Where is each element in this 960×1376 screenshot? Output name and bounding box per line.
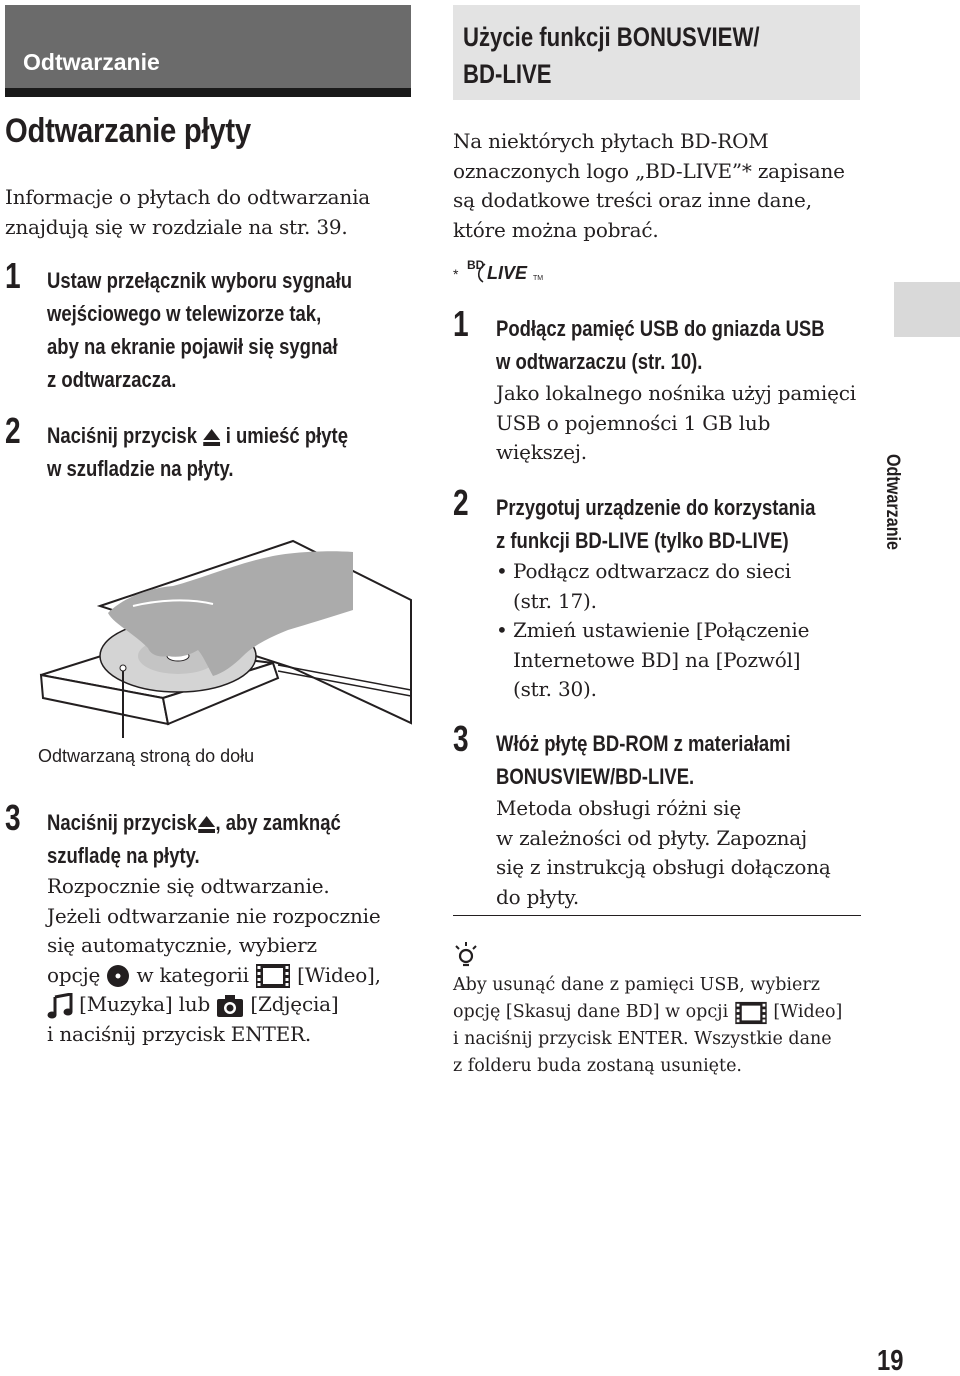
bullet-line: (str. 30). bbox=[513, 677, 597, 701]
logo-asterisk: * bbox=[453, 266, 459, 282]
disc-tray-illustration bbox=[38, 538, 413, 738]
right-step-1-body bbox=[496, 379, 856, 468]
right-intro bbox=[453, 127, 845, 245]
intro-line: Na niektórych płytach BD-ROM bbox=[453, 129, 769, 153]
step-line: aby na ekranie pojawił się sygnał bbox=[47, 334, 338, 359]
step-text-part: , aby zamknąć bbox=[215, 810, 341, 835]
illustration-caption: Odtwarzaną stroną do dołu bbox=[38, 746, 255, 766]
step-line: w szufladzie na płyty. bbox=[47, 456, 234, 481]
body-text-part: w kategorii bbox=[136, 962, 249, 987]
section-tab-label: Odtwarzanie bbox=[23, 49, 160, 75]
section-header bbox=[453, 5, 860, 100]
step-3-text bbox=[47, 806, 341, 872]
body-line: Rozpocznie się odtwarzanie. bbox=[47, 874, 330, 898]
step-number: 3 bbox=[453, 718, 469, 759]
tip-line: i naciśnij przycisk ENTER. Wszystkie dane bbox=[453, 1029, 832, 1049]
step-text-part: Naciśnij przycisk bbox=[47, 810, 197, 835]
step-line: w odtwarzaczu (str. 10). bbox=[496, 349, 703, 374]
tip-line: z folderu buda zostaną usunięte. bbox=[453, 1056, 742, 1076]
intro-line: Informacje o płytach do odtwarzania bbox=[5, 185, 371, 209]
section-header-line: Użycie funkcji BONUSVIEW/ bbox=[463, 22, 760, 52]
tip-text-part: opcję [Skasuj dane BD] w opcji bbox=[453, 1002, 729, 1022]
step-number: 3 bbox=[5, 797, 21, 838]
body-line: i naciśnij przycisk ENTER. bbox=[47, 1021, 312, 1046]
video-icon bbox=[255, 963, 291, 989]
bullet-line: (str. 17). bbox=[513, 588, 597, 613]
logo-live: LIVE bbox=[487, 263, 528, 283]
body-line: w zależności od płyty. Zapoznaj bbox=[496, 825, 808, 850]
lightbulb-tip-icon bbox=[453, 940, 479, 970]
right-step-1-title bbox=[496, 312, 825, 378]
body-line bbox=[47, 990, 381, 1020]
step-line bbox=[47, 419, 348, 452]
eject-icon bbox=[202, 427, 220, 447]
step-3-body bbox=[47, 872, 381, 1049]
step-text-part: Naciśnij przycisk bbox=[47, 423, 197, 448]
divider bbox=[453, 915, 861, 916]
step-line: Podłącz pamięć USB do gniazda USB bbox=[496, 316, 825, 341]
step-1-text bbox=[47, 264, 352, 396]
step-line: z odtwarzacza. bbox=[47, 367, 177, 392]
body-text-part: [Wideo], bbox=[297, 962, 381, 987]
bullet-line: Podłącz odtwarzacz do sieci bbox=[513, 559, 791, 583]
bullet-line: Zmień ustawienie [Połączenie bbox=[513, 618, 810, 642]
tip-text-part: [Wideo] bbox=[773, 1002, 843, 1022]
step-line: Przygotuj urządzenie do korzystania bbox=[496, 495, 816, 520]
intro-line: oznaczonych logo „BD-LIVE”* zapisane bbox=[453, 158, 845, 183]
page-title: Odtwarzanie płyty bbox=[5, 112, 251, 150]
body-line: się automatycznie, wybierz bbox=[47, 933, 317, 957]
step-number: 1 bbox=[5, 255, 21, 296]
step-number: 2 bbox=[453, 482, 469, 523]
step-line: szufladę na płyty. bbox=[47, 843, 200, 868]
bullet-item bbox=[496, 616, 809, 705]
bullet-line: Internetowe BD] na [Pozwól] bbox=[513, 647, 801, 672]
step-line: BONUSVIEW/BD-LIVE. bbox=[496, 764, 695, 789]
step-number: 2 bbox=[5, 410, 21, 451]
eject-icon bbox=[197, 814, 215, 834]
page-number: 19 bbox=[877, 1345, 904, 1376]
step-line: Włóż płytę BD-ROM z materiałami bbox=[496, 731, 791, 756]
bullet-dot: • bbox=[496, 618, 508, 642]
camera-icon bbox=[216, 994, 244, 1018]
step-line bbox=[47, 806, 341, 839]
tip-line: Aby usunąć dane z pamięci USB, wybierz bbox=[453, 975, 820, 995]
intro-line: są dodatkowe treści oraz inne dane, bbox=[453, 188, 812, 212]
step-text-part: i umieść płytę bbox=[225, 423, 348, 448]
right-step-3-body bbox=[496, 794, 831, 912]
body-line: większej. bbox=[496, 440, 587, 464]
step-line: z funkcji BD-LIVE (tylko BD-LIVE) bbox=[496, 528, 789, 553]
body-text-part: [Muzyka] lub bbox=[79, 992, 211, 1016]
bd-live-logo bbox=[453, 258, 573, 288]
body-text-part: opcję bbox=[47, 962, 101, 987]
video-icon bbox=[734, 1001, 768, 1025]
logo-bd: BD bbox=[467, 258, 485, 272]
intro-text bbox=[5, 183, 370, 242]
right-step-3-title bbox=[496, 727, 791, 793]
right-step-2-bullets bbox=[496, 557, 809, 705]
tip-line bbox=[453, 999, 842, 1026]
intro-line: które można pobrać. bbox=[453, 217, 659, 242]
section-tab bbox=[5, 5, 411, 97]
side-tab bbox=[894, 282, 960, 337]
body-line bbox=[47, 961, 381, 991]
tip-text bbox=[453, 972, 842, 1080]
step-line: wejściowego w telewizorze tak, bbox=[47, 301, 322, 326]
side-label: Odtwarzanie bbox=[882, 454, 903, 551]
logo-tm: TM bbox=[533, 275, 544, 282]
body-text-part: [Zdjęcia] bbox=[250, 992, 339, 1016]
body-line: Jako lokalnego nośnika użyj pamięci bbox=[496, 381, 856, 405]
body-line: Metoda obsługi różni się bbox=[496, 796, 741, 820]
body-line: USB o pojemności 1 GB lub bbox=[496, 410, 771, 435]
music-icon bbox=[47, 993, 73, 1019]
step-2-text bbox=[47, 419, 348, 485]
logo-swoosh bbox=[475, 262, 491, 284]
step-number: 1 bbox=[453, 303, 469, 344]
step-line: Ustaw przełącznik wyboru sygnału bbox=[47, 268, 353, 293]
bullet-dot: • bbox=[496, 559, 508, 583]
disc-icon bbox=[106, 964, 130, 988]
bullet-item bbox=[496, 557, 809, 616]
right-step-2-title bbox=[496, 491, 815, 557]
section-header-line: BD-LIVE bbox=[463, 59, 552, 89]
body-line: Jeżeli odtwarzanie nie rozpocznie bbox=[47, 903, 381, 928]
body-line: się z instrukcją obsługi dołączoną bbox=[496, 855, 831, 879]
body-line: do płyty. bbox=[496, 884, 580, 909]
intro-line: znajdują się w rozdziale na str. 39. bbox=[5, 214, 348, 239]
